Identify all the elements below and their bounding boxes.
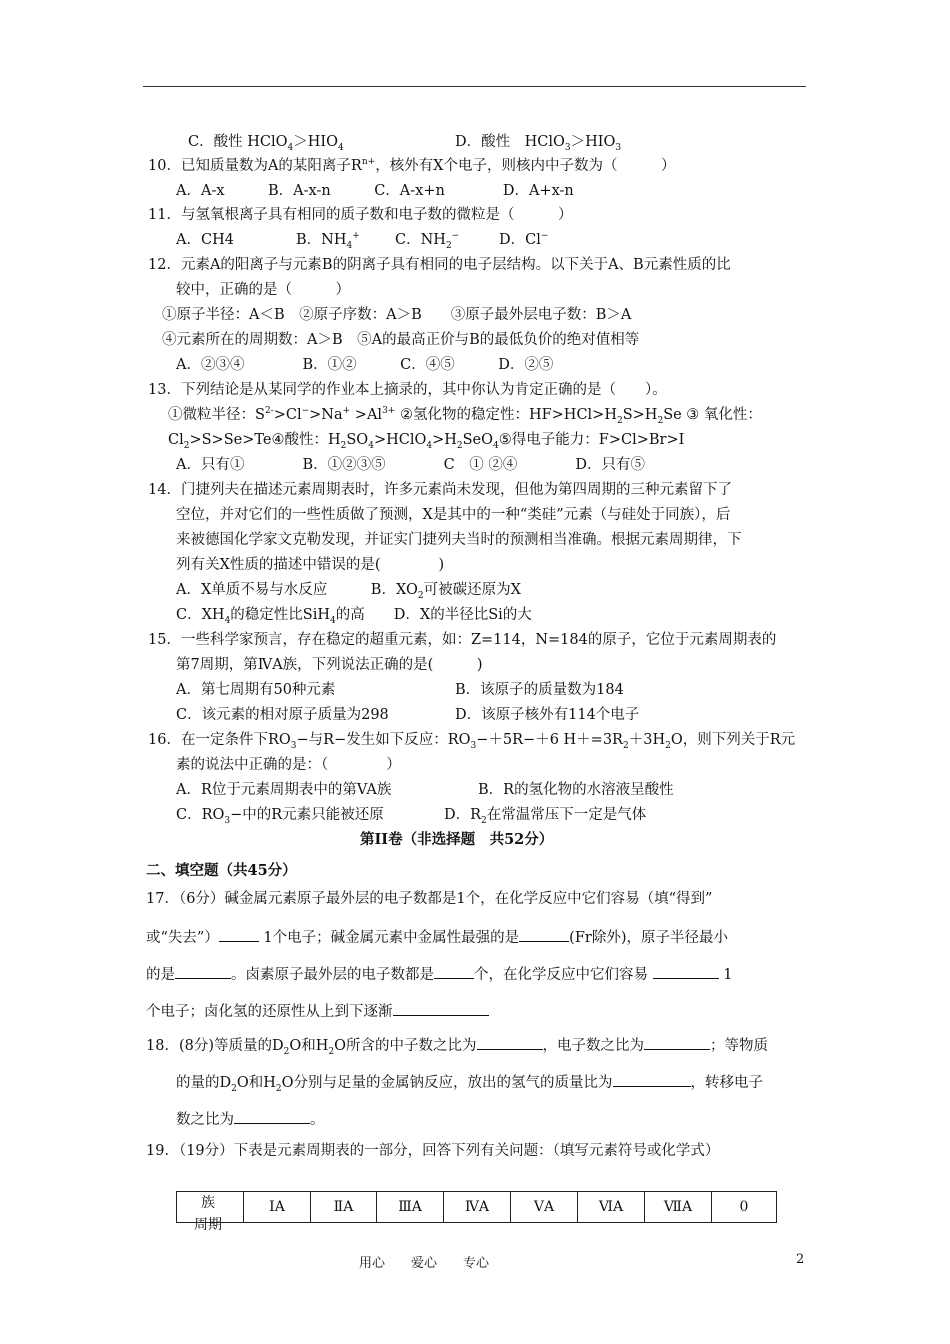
q16-stem-line2: 素的说法中正确的是：（ ） bbox=[176, 757, 401, 773]
q14-stem-line4: 列有关X性质的描述中错误的是( ) bbox=[176, 557, 445, 573]
q9-option-d: D．酸性 $HClO_3>HIO_3$ bbox=[455, 134, 622, 153]
group-cell: ⅠA bbox=[244, 1192, 311, 1223]
table-header-cell bbox=[177, 1192, 244, 1233]
page-number: 2 bbox=[796, 1252, 805, 1267]
q17-line1: 17．（6分）碱金属元素原子最外层的电子数都是1个，在化学反应中它们容易（填“得到” bbox=[146, 891, 713, 907]
section-2-title: 第II卷（非选择题 共52分） bbox=[360, 831, 554, 848]
q15-option-d: D．该原子核外有114个电子 bbox=[455, 707, 640, 723]
q16-option-d: D．$R_2$在常温常压下一定是气体 bbox=[444, 807, 647, 826]
q15-stem-line1: 15．一些科学家预言，存在稳定的超重元素，如：Z=114，N=184的原子，它位于元素周期表的 bbox=[148, 632, 777, 648]
q10-stem: 10．已知质量数为A的某阳离子$R^{n+}$，核外有X个电子，则核内中子数为（ ） bbox=[148, 157, 676, 174]
group-cell: ⅡA bbox=[311, 1192, 377, 1223]
q18-line2: 的量的$D_2O$和$H_2O$分别与足量的金属钠反应，放出的氢气的质量比为 ，转移电子 bbox=[176, 1072, 763, 1092]
group-cell: 0 bbox=[712, 1192, 777, 1223]
group-cell: ⅢA bbox=[377, 1192, 444, 1223]
q16-option-c: C．$RO_3-$中的R元素只能被还原 bbox=[176, 807, 384, 826]
group-cell: ⅦA bbox=[645, 1192, 712, 1223]
header-group-label: 族 bbox=[201, 1195, 215, 1211]
footer-motto: 用心 爱心 专心 bbox=[359, 1256, 490, 1271]
q16-option-b: B．R的氢化物的水溶液呈酸性 bbox=[478, 782, 674, 798]
q17-line3: 的是 。卤素原子最外层的电子数都是 个，在化学反应中它们容易 1 bbox=[146, 964, 732, 984]
q16-stem-line1: 16．在一定条件下$RO_3-$与R−发生如下反应：$RO_3-+5R-+6$ $H+=3R_2+3H_2O$，则下列关于R元 bbox=[148, 732, 796, 751]
periodic-table bbox=[176, 1191, 777, 1233]
q13-stem: 13．下列结论是从某同学的作业本上摘录的，其中你认为肯定正确的是（ ）。 bbox=[148, 382, 667, 398]
q12-stem-line1: 12．元素A的阳离子与元素B的阴离子具有相同的电子层结构。以下关于A、B元素性质的比 bbox=[148, 257, 731, 273]
q15-option-a: A．第七周期有50种元素 bbox=[176, 682, 336, 698]
q11-option-a: A．CH4 bbox=[176, 232, 234, 248]
q13-options: A．只有① B．①②③⑤ C ① ②④ D．只有⑤ bbox=[176, 457, 645, 473]
header-rule bbox=[143, 86, 806, 87]
q16-option-a: A．R位于元素周期表中的第VA族 bbox=[176, 782, 392, 798]
q13-line2: $Cl_2>S>Se>Te④$酸性：$H_2SO_4>HClO_4>H_2SeO_4⑤$得电子能力：F>Cl>Br>I bbox=[168, 432, 685, 451]
q11-option-b: B．$NH_4^+$ bbox=[296, 231, 360, 251]
q14-stem-line2: 空位，并对它们的一些性质做了预测，X是其中的一种“类硅”元素（与硅处于同族），后 bbox=[176, 507, 731, 523]
header-period-label: 周期 bbox=[194, 1217, 222, 1233]
fill-section-title: 二、填空题（共45分） bbox=[146, 862, 297, 879]
q15-option-c: C．该元素的相对原子质量为298 bbox=[176, 707, 389, 723]
q12-stem-line2: 较中，正确的是（ ） bbox=[176, 282, 350, 298]
q11-option-d: D．Cl− bbox=[499, 231, 549, 248]
q12-options: A．②③④ B．①② C．④⑤ D．②⑤ bbox=[176, 357, 554, 373]
q14-stem-line3: 来被德国化学家文克勒发现，并证实门捷列夫当时的预测相当准确。根据元素周期律，下 bbox=[176, 532, 742, 548]
q12-items-line2: ④元素所在的周期数：A＞B ⑤A的最高正价与B的最低负价的绝对值相等 bbox=[162, 332, 640, 348]
q19-stem: 19．（19分）下表是元素周期表的一部分，回答下列有关问题：（填写元素符号或化学式） bbox=[146, 1143, 720, 1159]
q10-options: A．A-x B．A-x-n C．A-x+n D．A+x-n bbox=[176, 183, 574, 199]
q14-options-cd: C．$XH_4$的稳定性比SiH$_4$的高 D．X的半径比Si的大 bbox=[176, 607, 532, 626]
q18-line3: 数之比为 。 bbox=[176, 1109, 325, 1129]
q14-options-ab: A．X单质不易与水反应 B．$XO_2$可被碳还原为X bbox=[176, 582, 521, 601]
q17-line2: 或“失去”） 1个电子；碱金属元素中金属性最强的是 (Fr除外)，原子半径最小 bbox=[146, 927, 728, 947]
q17-line4: 个电子；卤化氢的还原性从上到下逐渐 bbox=[146, 1001, 489, 1021]
q15-option-b: B．该原子的质量数为184 bbox=[455, 682, 624, 698]
q15-stem-line2: 第7周期，第ⅣA族，下列说法正确的是( ) bbox=[176, 657, 483, 673]
q9-option-c: C．酸性 $HClO_4>HIO_4$ bbox=[188, 134, 344, 153]
q13-line1: ①微粒半径：$S^{2-}>Cl^->Na^+ >Al^{3+}$ ②氢化物的稳定性：$HF>HCl>H_2S>H_2Se$ ③ 氧化性： bbox=[168, 406, 762, 426]
table-row bbox=[177, 1192, 777, 1223]
q18-line1: 18．(8分)等质量的$D_2O$和$H_2O$所含的中子数之比为 ，电子数之比为 ；等物质 bbox=[146, 1035, 768, 1055]
q11-option-c: C．$NH_2^-$ bbox=[395, 231, 460, 251]
q14-stem-line1: 14．门捷列夫在描述元素周期表时，许多元素尚未发现，但他为第四周期的三种元素留下了 bbox=[148, 482, 732, 498]
group-cell: ⅣA bbox=[444, 1192, 511, 1223]
group-cell: ⅥA bbox=[578, 1192, 645, 1223]
q12-items-line1: ①原子半径：A＜B ②原子序数：A＞B ③原子最外层电子数：B＞A bbox=[162, 307, 632, 323]
q11-stem: 11．与氢氧根离子具有相同的质子数和电子数的微粒是（ ） bbox=[148, 207, 573, 223]
group-cell: ⅤA bbox=[511, 1192, 578, 1223]
